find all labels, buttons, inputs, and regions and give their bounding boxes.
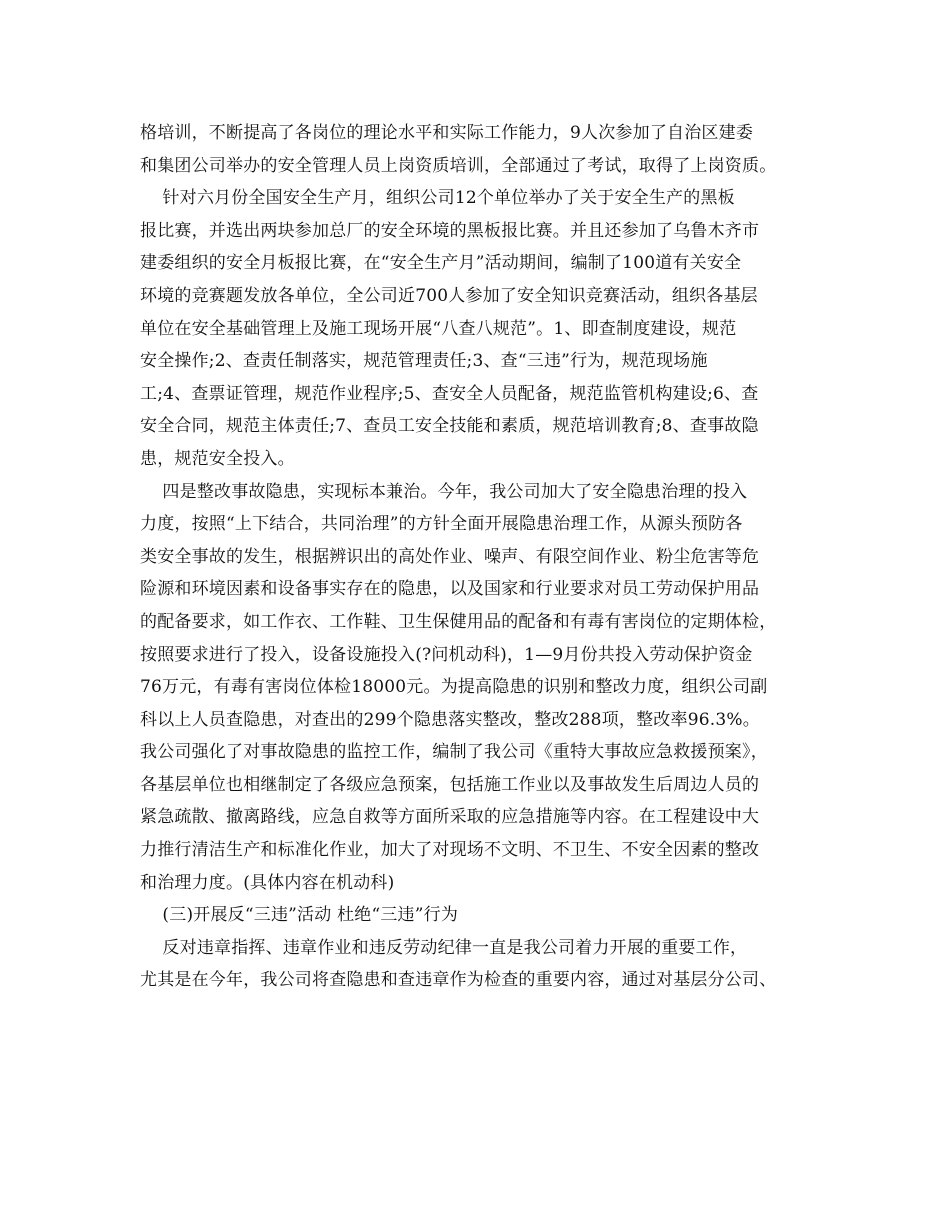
document-body [140,117,820,997]
text-line: 安全操作;2、查责任制落实，规范管理责任;3、查“三违”行为，规范现场施 [140,351,708,372]
text-line: 各基层单位也相继制定了各级应急预案，包括施工作业以及事故发生后周边人员的 [140,774,760,795]
text-line: 建委组织的安全月板报比赛，在“安全生产月”活动期间，编制了100道有关安全 [140,253,742,274]
text-line: 力推行清洁生产和标准化作业，加大了对现场不文明、不卫生、不安全因素的整改 [140,840,760,861]
text-line: 针对六月份全国安全生产月，组织公司12个单位举办了关于安全生产的黑板 [140,188,735,209]
text-line: 76万元，有毒有害岗位体检18000元。为提高隐患的识别和整改力度，组织公司副 [140,677,768,698]
text-line: 环境的竞赛题发放各单位，全公司近700人参加了安全知识竞赛活动，组织各基层 [140,285,758,306]
text-line: 格培训，不断提高了各岗位的理论水平和实际工作能力，9人次参加了自治区建委 [140,123,754,143]
text-line: 险源和环境因素和设备事实存在的隐患，以及国家和行业要求对员工劳动保护用品 [140,579,760,600]
text-line: 四是整改事故隐患，实现标本兼治。今年，我公司加大了安全隐患治理的投入 [140,481,748,502]
text-line: 按照要求进行了投入，设备设施投入(?问机动科)，1—9月份共投入劳动保护资金 [140,644,753,665]
text-line: 力度，按照“上下结合，共同治理”的方针全面开展隐患治理工作，从源头预防各 [140,514,743,535]
text-line: 和治理力度。(具体内容在机动科) [140,872,395,893]
text-line: 我公司强化了对事故隐患的监控工作，编制了我公司《重特大事故应急救援预案》， [140,742,768,763]
text-line: 报比赛，并选出两块参加总厂的安全环境的黑板报比赛。并且还参加了乌鲁木齐市 [140,220,760,241]
text-line: 安全合同，规范主体责任;7、查员工安全技能和素质，规范培训教育;8、查事故隐 [140,416,759,437]
text-line: 科以上人员查隐患，对查出的299个隐患落实整改，整改288项，整改率96.3%。 [140,709,760,730]
text-line: 和集团公司举办的安全管理人员上岗资质培训，全部通过了考试，取得了上岗资质。 [140,155,777,176]
text-line: 单位在安全基础管理上及施工现场开展“八查八规范”。1、即查制度建设，规范 [140,318,737,339]
text-line: 紧急疏散、撤离路线，应急自救等方面所采取的应急措施等内容。在工程建设中大 [140,807,760,828]
section-heading: (三)开展反“三违”活动 杜绝“三违”行为 [140,905,459,926]
text-line: 反对违章指挥、违章作业和违反劳动纪律一直是我公司着力开展的重要工作， [140,937,748,958]
text-line: 患，规范安全投入。 [140,448,295,469]
text-line: 的配备要求，如工作衣、工作鞋、卫生保健用品的配备和有毒有害岗位的定期体检， [140,611,777,632]
text-line: 尤其是在今年，我公司将查隐患和查违章作为检查的重要内容，通过对基层分公司、 [140,970,777,991]
text-line: 类安全事故的发生，根据辨识出的高处作业、噪声、有限空间作业、粉尘危害等危 [140,546,760,567]
text-line: 工;4、查票证管理，规范作业程序;5、查安全人员配备，规范监管机构建设;6、查 [140,383,759,404]
